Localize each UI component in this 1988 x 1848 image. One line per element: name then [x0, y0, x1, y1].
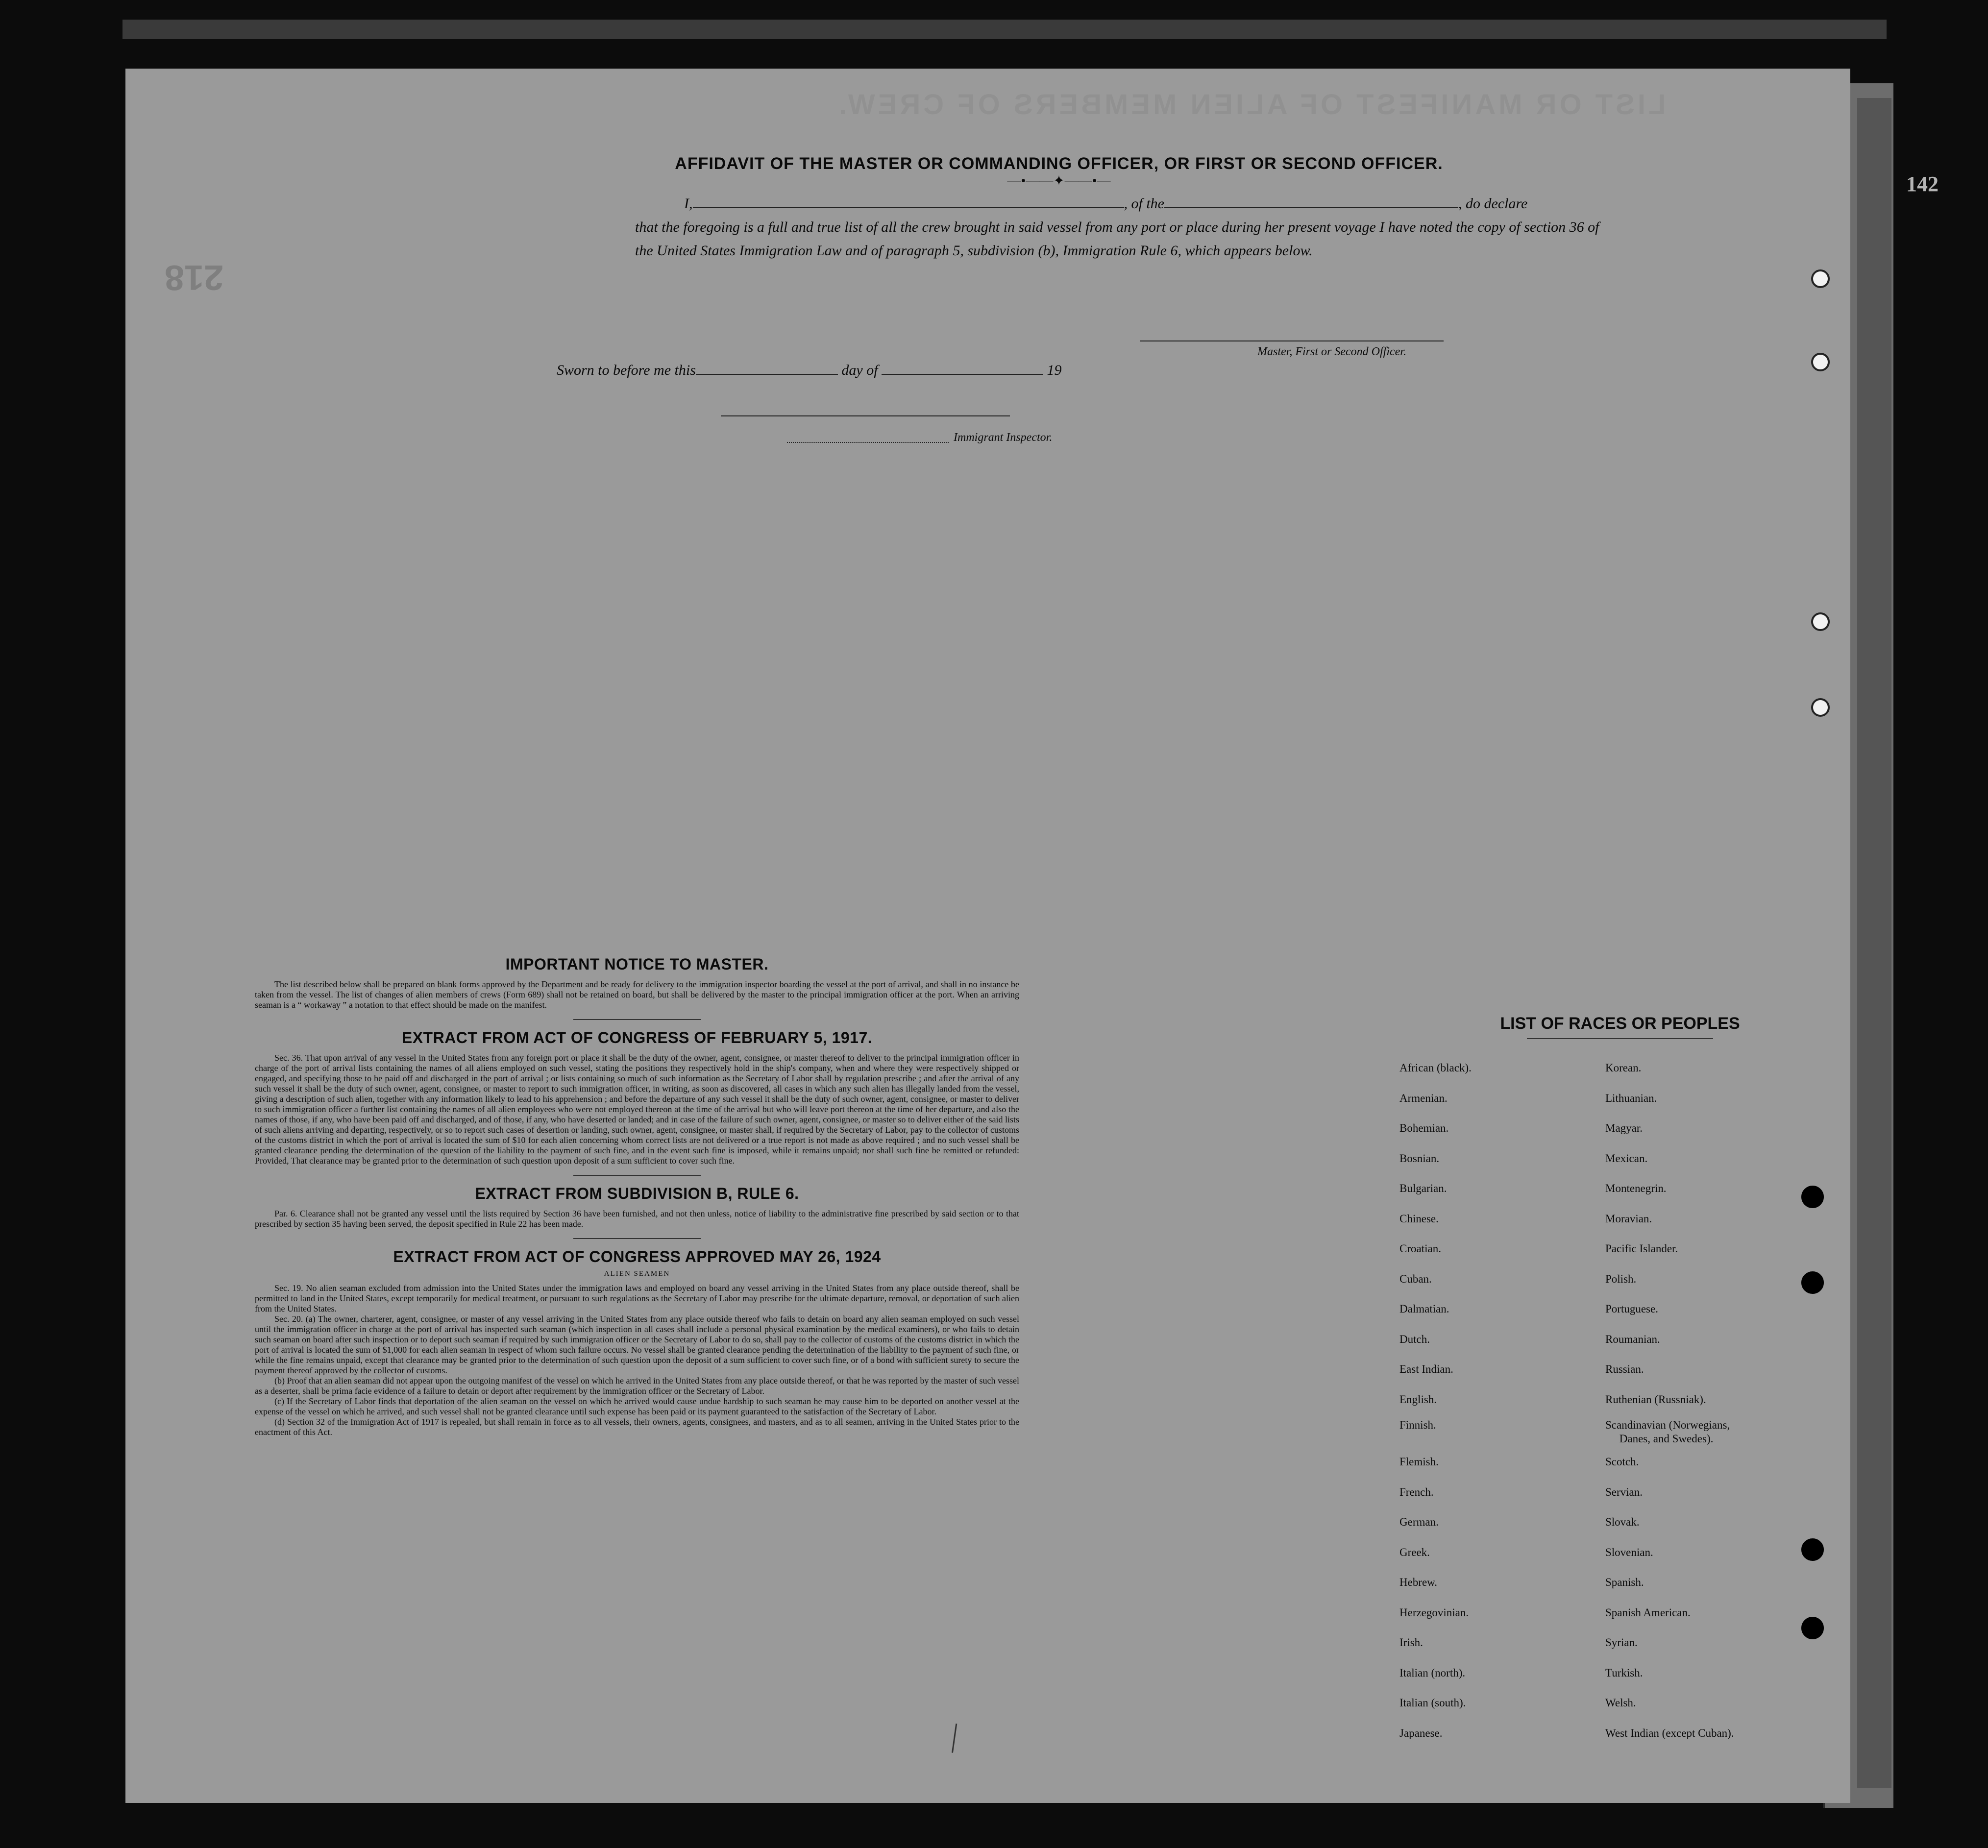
sheet-number: 142 — [1906, 172, 1939, 196]
race-item: Montenegrin. — [1605, 1182, 1667, 1194]
race-item: Irish. — [1399, 1636, 1423, 1649]
extract-1924-sec19: Sec. 19. No alien seaman excluded from admission into the United States under the immigration laws and employed on board any vessel arriving in the United States from any place outside thereof, shall be permitted to land in the United States, except temporarily for medical treatment, or pursuant to such regulations as the Secretary of Labor may prescribe for the ultimate departure, removal, or deportation of such alien from the United States. — [255, 1283, 1019, 1313]
day-blank — [696, 362, 838, 375]
back-stamp: 218 — [165, 258, 224, 297]
affidavit-section — [508, 154, 1610, 263]
affidavit-declaration-line — [684, 192, 1610, 216]
race-item: Japanese. — [1399, 1726, 1443, 1739]
sworn-line — [557, 359, 1062, 382]
race-item: Bulgarian. — [1399, 1182, 1447, 1194]
punch-hole — [1811, 612, 1830, 631]
race-item: Italian (north). — [1399, 1666, 1466, 1679]
race-item: Spanish. — [1605, 1576, 1644, 1588]
race-item: Finnish. — [1399, 1419, 1436, 1431]
race-item: Italian (south). — [1399, 1697, 1466, 1709]
day-of-label: day of — [841, 362, 878, 378]
officer-signature-line — [1140, 340, 1444, 341]
race-item: Russian. — [1605, 1363, 1644, 1375]
inspector-signature-line — [787, 442, 949, 443]
extract-1924-sec20d: (d) Section 32 of the Immigration Act of 1917 is repealed, but shall remain in force as to all vessels, their owners, agents, consignees, and masters, and as to all seamen, arriving in the United States prior to the enactment of this Act. — [255, 1417, 1019, 1437]
separator — [573, 1175, 701, 1176]
inspector-signature-line-upper — [721, 415, 1010, 416]
extract-1917-title: EXTRACT FROM ACT OF CONGRESS OF FEBRUARY 5, 1917. — [401, 1029, 873, 1046]
affidavit-title: AFFIDAVIT OF THE MASTER OR COMMANDING OFFICER, OR FIRST OR SECOND OFFICER. — [675, 154, 1443, 173]
officer-signature-label: Master, First or Second Officer. — [1257, 345, 1406, 358]
extract-1924-title: EXTRACT FROM ACT OF CONGRESS APPROVED MAY 26, 1924 — [393, 1248, 881, 1265]
punch-hole — [1811, 353, 1830, 371]
race-item: Magyar. — [1605, 1122, 1643, 1134]
race-item: Syrian. — [1605, 1636, 1638, 1649]
year-label: 19 — [1047, 362, 1062, 378]
extract-1917-text: Sec. 36. That upon arrival of any vessel in the United States from any foreign port or place it shall be the duty of the owner, agent, consignee, or master thereof to deliver to the principal immigration officer in charge of the port of arrival lists containing the names of all aliens employed on such vessel, stating the positions they respectively hold in the ship's company, when and where they were respectively shipped or engaged, and specifying those to be paid off and discharged in the port of arrival ; or lists containing so much of such information as the Secretary of Labor shall by regulation prescribe ; and after the arrival of any such vessel it shall be the duty of such owner, agent, consignee, or master to report to such immigration officer, in writing, as soon as discovered, all cases in which any such alien has illegally landed from the vessel, giving a description of such alien, together with any information likely to lead to his apprehension ; and before the departure of any such vessel it shall be the duty of such owner, agent, consignee, or master to deliver to such immigration officer a further list containing the names of all alien employees who were not employed thereon at the time of the arrival but who will leave port thereon at the time of her departure, and also the names of those, if any, who have been paid off and discharged, and of those, if any, who have deserted or landed; and in case of the failure of such owner, agent, consignee, or master so to deliver either of the said lists of such aliens arriving and departing, respectively, or so to report such cases of desertion or landing, such owner, agent, consignee, or master shall, if required by the Secretary of Labor, pay to the collector of customs of the customs district in which the port of arrival is located the sum of $10 for each alien concerning whom correct lists are not delivered or a true report is not made as above required ; and no such vessel shall be granted clearance pending the determination of the question of the liability to the payment of such fine, and in the event such fine is imposed, while it remains unpaid; nor shall such fine be remitted or refunded: Provided, That clearance may be granted prior to the determination of such question upon deposit of a sum sufficient to cover such fine. — [255, 1053, 1019, 1166]
races-title-rule — [1527, 1038, 1713, 1039]
race-item: Slovak. — [1605, 1516, 1640, 1528]
race-item: German. — [1399, 1516, 1439, 1528]
punch-hole — [1811, 269, 1830, 288]
label-i: I, — [684, 195, 693, 212]
race-item: Scandinavian (Norwegians, Danes, and Swedes). — [1605, 1419, 1730, 1445]
race-item: Herzegovinian. — [1399, 1606, 1469, 1619]
race-item: Bohemian. — [1399, 1122, 1449, 1134]
race-item: Dutch. — [1399, 1333, 1430, 1345]
month-blank — [882, 362, 1043, 375]
races-section — [1399, 1014, 1841, 1748]
extract-1924-sec20c: (c) If the Secretary of Labor finds that deportation of the alien seaman on the vessel on which he arrived would cause undue hardship to such seaman he may cause him to be deported on another vessel at the expense of the vessel on which he arrived, and such vessel shall not be granted clearance until such expense has been paid or its payment guaranteed to the satisfaction of the Secretary of Labor. — [255, 1396, 1019, 1416]
race-item: Roumanian. — [1605, 1333, 1660, 1345]
race-item: Servian. — [1605, 1485, 1643, 1498]
inspector-signature-label: Immigrant Inspector. — [954, 431, 1053, 444]
sworn-label: Sworn to before me this — [557, 362, 696, 378]
separator — [573, 1019, 701, 1020]
race-item: Chinese. — [1399, 1212, 1439, 1225]
race-item: East Indian. — [1399, 1363, 1453, 1375]
race-item: Scotch. — [1605, 1456, 1639, 1468]
punch-hole — [1811, 698, 1830, 717]
race-item: Dalmatian. — [1399, 1303, 1449, 1315]
race-item: Cuban. — [1399, 1272, 1432, 1285]
extract-rule6-title: EXTRACT FROM SUBDIVISION B, RULE 6. — [475, 1185, 799, 1202]
race-item: Turkish. — [1605, 1666, 1643, 1679]
race-item: Flemish. — [1399, 1456, 1439, 1468]
title-ornament: —•——✦——•— — [1007, 173, 1111, 189]
race-item: Ruthenian (Russniak). — [1605, 1393, 1706, 1406]
paper-crease — [952, 1724, 972, 1755]
affidavit-body: that the foregoing is a full and true list of all the crew brought in said vessel from any port or place during her present voyage I have noted the copy of section 36 of the United States Immigration Law and of paragraph 5, subdivision (b), Immigration Rule 6, which appears below. — [635, 219, 1599, 259]
race-item: Slovenian. — [1605, 1546, 1653, 1558]
race-item: Spanish American. — [1605, 1606, 1691, 1619]
extract-1924-sec20a: Sec. 20. (a) The owner, charterer, agent, consignee, or master of any vessel arriving in the United States from any place outside thereof who fails to detain on board any alien seaman employed on such vessel until the immigration officer in charge at the port of arrival has inspected such seaman (which inspection in all cases shall include a personal physical examination by the medical examiners), or who fails to detain such seaman on board after such inspection or to deport such seaman if required by such immigration officer or the Secretary of Labor to do so, shall pay to the collector of customs of the customs district in which the port of arrival is located the sum of $1,000 for each alien seaman in respect of whom such failure occurs. No vessel shall be granted clearance pending the determination of the liability to the payment of such fine, or while the fine remains unpaid, except that clearance may be granted prior to the determination of such question upon the deposit of a sum sufficient to cover such fine, or of a bond with sufficient surety to secure the payment thereof approved by the collector of customs. — [255, 1314, 1019, 1375]
race-item: Greek. — [1399, 1546, 1430, 1558]
notice-text: The list described below shall be prepared on blank forms approved by the Department and be ready for delivery to the immigration inspector boarding the vessel at the port of arrival, and shall in no instance be taken from the vessel. The list of changes of alien members of crews (Form 689) shall not be retained on board, but shall be delivered by the master to the principal immigration officer at the port. When an arriving seaman is a “ workaway ” a notation to that effect should be made on the manifest. — [255, 979, 1019, 1010]
race-item: Korean. — [1605, 1062, 1642, 1074]
race-item: Pacific Islander. — [1605, 1242, 1678, 1255]
race-item: Lithuanian. — [1605, 1092, 1657, 1104]
races-list — [1399, 1053, 1841, 1748]
scan-edge — [123, 20, 1887, 39]
notices-column — [255, 955, 1019, 1437]
notice-title: IMPORTANT NOTICE TO MASTER. — [505, 955, 769, 973]
race-item: African (black). — [1399, 1062, 1472, 1074]
label-of-the: , of the — [1124, 195, 1164, 212]
race-item: Hebrew. — [1399, 1576, 1438, 1588]
race-item: Moravian. — [1605, 1212, 1652, 1225]
extract-rule6-text: Par. 6. Clearance shall not be granted any vessel until the lists required by Section 36 have been furnished, and not then unless, notice of liability to the administrative fine prescribed by said section or to that prescribed by section 35 having been served, the deposit specified in Rule 22 has been made. — [255, 1209, 1019, 1229]
races-title: LIST OF RACES OR PEOPLES — [1500, 1014, 1740, 1033]
extract-1924-sec20b: (b) Proof that an alien seaman did not appear upon the outgoing manifest of the vessel on which he arrived in the United States from any place outside thereof, or that he was reported by the master of such vessel as a deserter, shall be prima facie evidence of a failure to detain or deport after requirement by the immigration officer or the Secretary of Labor. — [255, 1376, 1019, 1396]
underlying-page-shadow — [1857, 98, 1891, 1788]
extract-1924-subtitle: ALIEN SEAMEN — [604, 1270, 670, 1278]
label-do-declare: , do declare — [1458, 195, 1528, 212]
race-item: Bosnian. — [1399, 1152, 1440, 1165]
race-item: Portuguese. — [1605, 1303, 1658, 1315]
document-page — [125, 69, 1850, 1803]
race-item: Welsh. — [1605, 1697, 1636, 1709]
name-blank — [693, 195, 1124, 208]
separator — [573, 1238, 701, 1239]
race-item: Croatian. — [1399, 1242, 1441, 1255]
bleed-through-title: LIST OR MANIFEST OF ALIEN MEMBERS OF CREW. — [836, 89, 1666, 121]
race-item: West Indian (except Cuban). — [1605, 1726, 1734, 1739]
vessel-blank — [1164, 195, 1458, 208]
race-item: Polish. — [1605, 1272, 1637, 1285]
race-item: Armenian. — [1399, 1092, 1448, 1104]
race-item: French. — [1399, 1485, 1434, 1498]
race-item: English. — [1399, 1393, 1437, 1406]
race-item: Mexican. — [1605, 1152, 1648, 1165]
